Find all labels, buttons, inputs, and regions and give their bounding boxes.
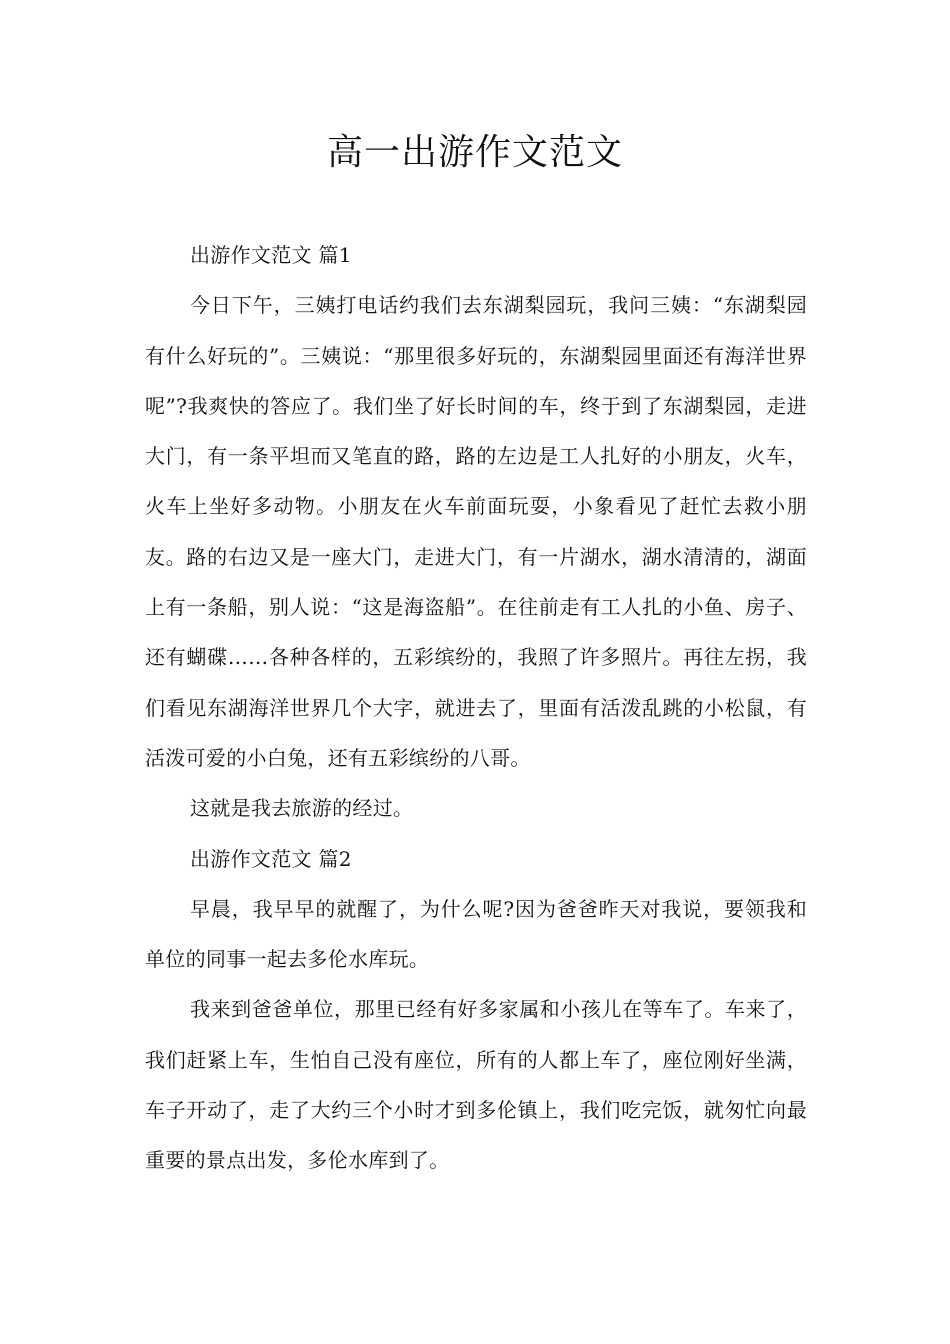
document-body: [145, 230, 807, 1186]
document-title: 高一出游作文范文: [326, 132, 623, 173]
paragraph: 我来到爸爸单位，那里已经有好多家属和小孩儿在等车了。车来了，我们赶紧上车，生怕自己没有座位，所有的人都上车了，座位刚好坐满，车子开动了，走了大约三个小时才到多伦镇上，我们吃完饭，就匆忙向最重要的景点出发，多伦水库到了。: [145, 997, 807, 1173]
paragraph: 这就是我去旅游的经过。: [190, 796, 414, 821]
paragraph: 今日下午，三姨打电话约我们去东湖梨园玩，我问三姨：“东湖梨园有什么好玩的”。三姨说：“那里很多好玩的，东湖梨园里面还有海洋世界呢”?我爽快的答应了。我们坐了好长时间的车，终于到了东湖梨园，走进大门，有一条平坦而又笔直的路，路的左边是工人扎好的小朋友，火车，火车上坐好多动物。小朋友在火车前面玩耍，小象看见了赶忙去救小朋友。路的右边又是一座大门，走进大门，有一片湖水，湖水清清的，湖面上有一条船，别人说：“这是海盗船”。在往前走有工人扎的小鱼、房子、还有蝴碟……各种各样的，五彩缤纷的，我照了许多照片。再往左拐，我们看见东湖海洋世界几个大字，就进去了，里面有活泼乱跳的小松鼠，有活泼可爱的小白兔，还有五彩缤纷的八哥。: [145, 293, 807, 770]
paragraph: 早晨，我早早的就醒了，为什么呢?因为爸爸昨天对我说，要领我和单位的同事一起去多伦水库玩。: [145, 896, 807, 972]
section-heading-1: 出游作文范文 篇1: [190, 243, 352, 267]
section-heading-2: 出游作文范文 篇2: [190, 846, 352, 871]
